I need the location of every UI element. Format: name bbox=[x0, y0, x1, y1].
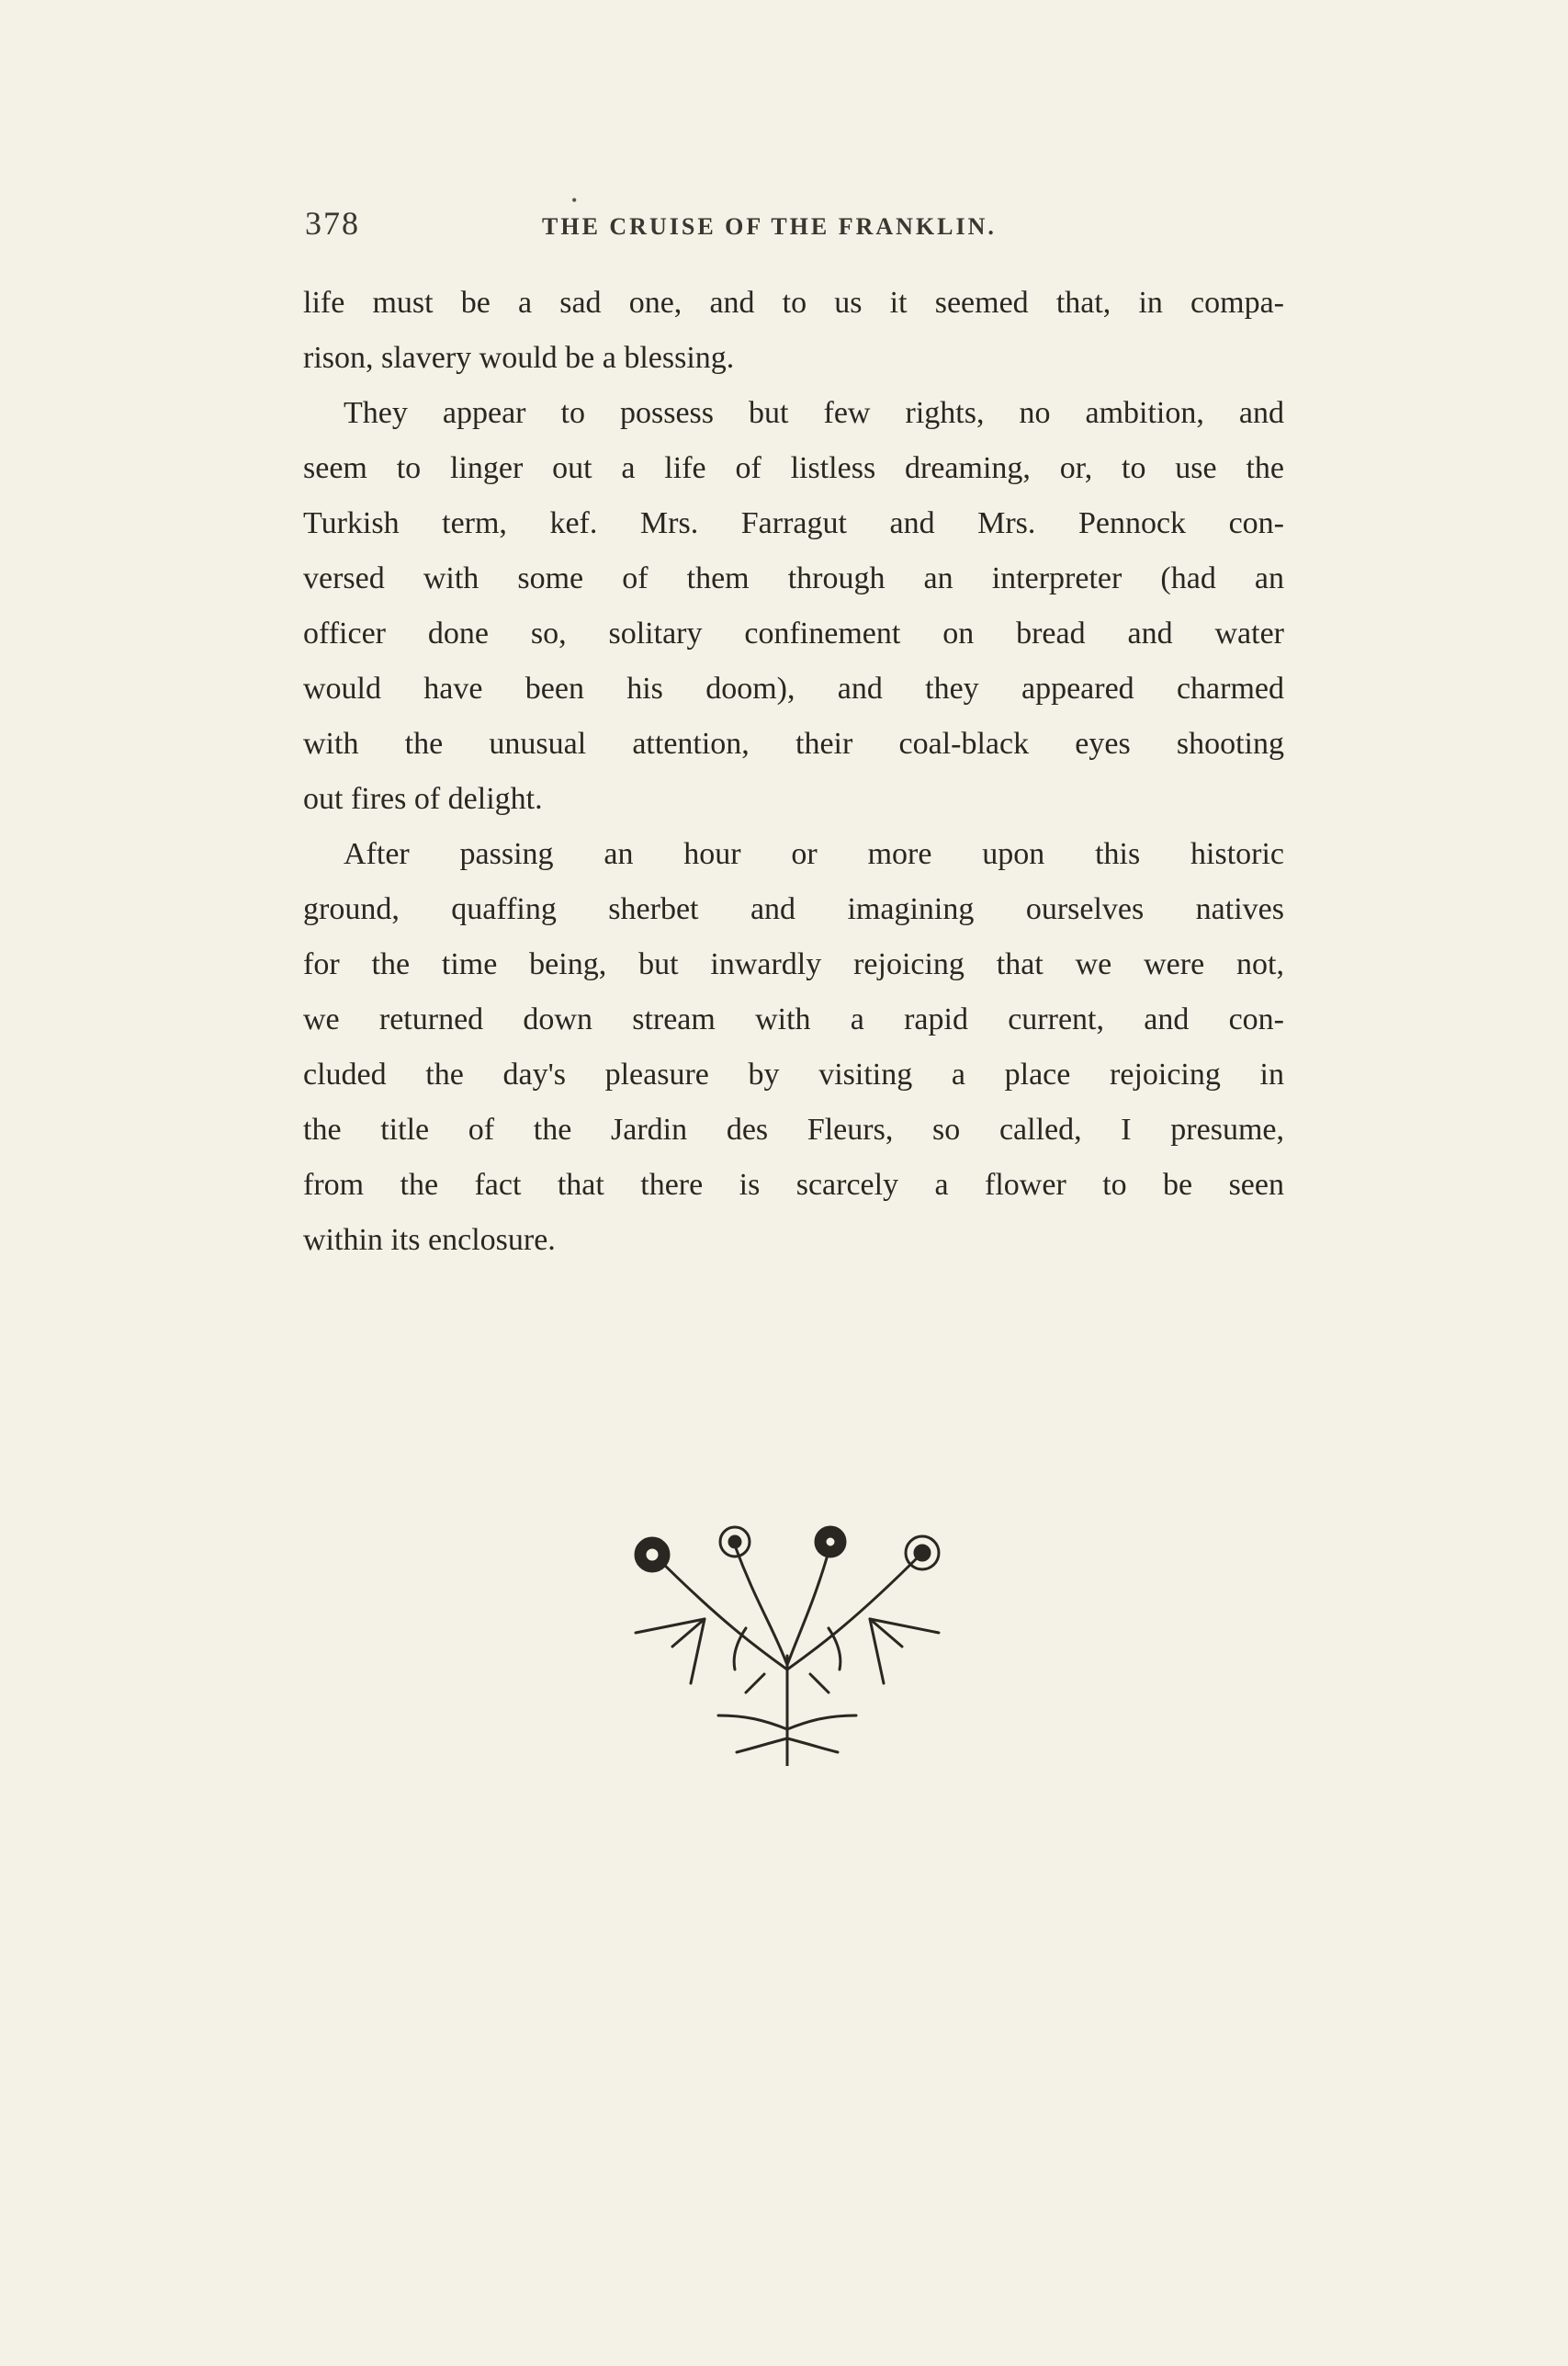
text-line: Turkish term, kef. Mrs. Farragut and Mrs. Pennock con- bbox=[303, 506, 1284, 540]
text-line: from the fact that there is scarcely a flower to be seen bbox=[303, 1168, 1284, 1202]
header-dot: • bbox=[571, 191, 578, 209]
text-line: rison, slavery would be a blessing. bbox=[303, 341, 735, 375]
text-line: with the unusual attention, their coal-black eyes shooting bbox=[303, 727, 1284, 761]
text-line: we returned down stream with a rapid current, and con- bbox=[303, 1002, 1284, 1036]
text-line: seem to linger out a life of listless dreaming, or, to use the bbox=[303, 451, 1284, 485]
text-line: life must be a sad one, and to us it seemed that, in compa- bbox=[303, 286, 1284, 320]
running-title: THE CRUISE OF THE FRANKLIN. bbox=[542, 213, 997, 240]
text-line: versed with some of them through an interpreter (had an bbox=[303, 561, 1284, 595]
text-line: officer done so, solitary confinement on bread and water bbox=[303, 617, 1284, 651]
text-line: would have been his doom), and they appeared charmed bbox=[303, 672, 1284, 706]
text-line: ground, quaffing sherbet and imagining ourselves natives bbox=[303, 892, 1284, 926]
text-line: After passing an hour or more upon this historic bbox=[344, 837, 1284, 871]
body-text bbox=[303, 276, 1284, 1268]
text-line: for the time being, but inwardly rejoicing that we were not, bbox=[303, 947, 1284, 981]
text-line: within its enclosure. bbox=[303, 1223, 556, 1257]
text-line: out fires of delight. bbox=[303, 782, 543, 816]
floral-tailpiece-icon bbox=[617, 1518, 957, 1766]
text-line: They appear to possess but few rights, no ambition, and bbox=[344, 396, 1284, 430]
text-line: cluded the day's pleasure by visiting a place rejoicing in bbox=[303, 1058, 1284, 1092]
page-number: 378 bbox=[305, 205, 360, 242]
text-line: the title of the Jardin des Fleurs, so called, I presume, bbox=[303, 1113, 1284, 1147]
page-header bbox=[305, 191, 1286, 250]
